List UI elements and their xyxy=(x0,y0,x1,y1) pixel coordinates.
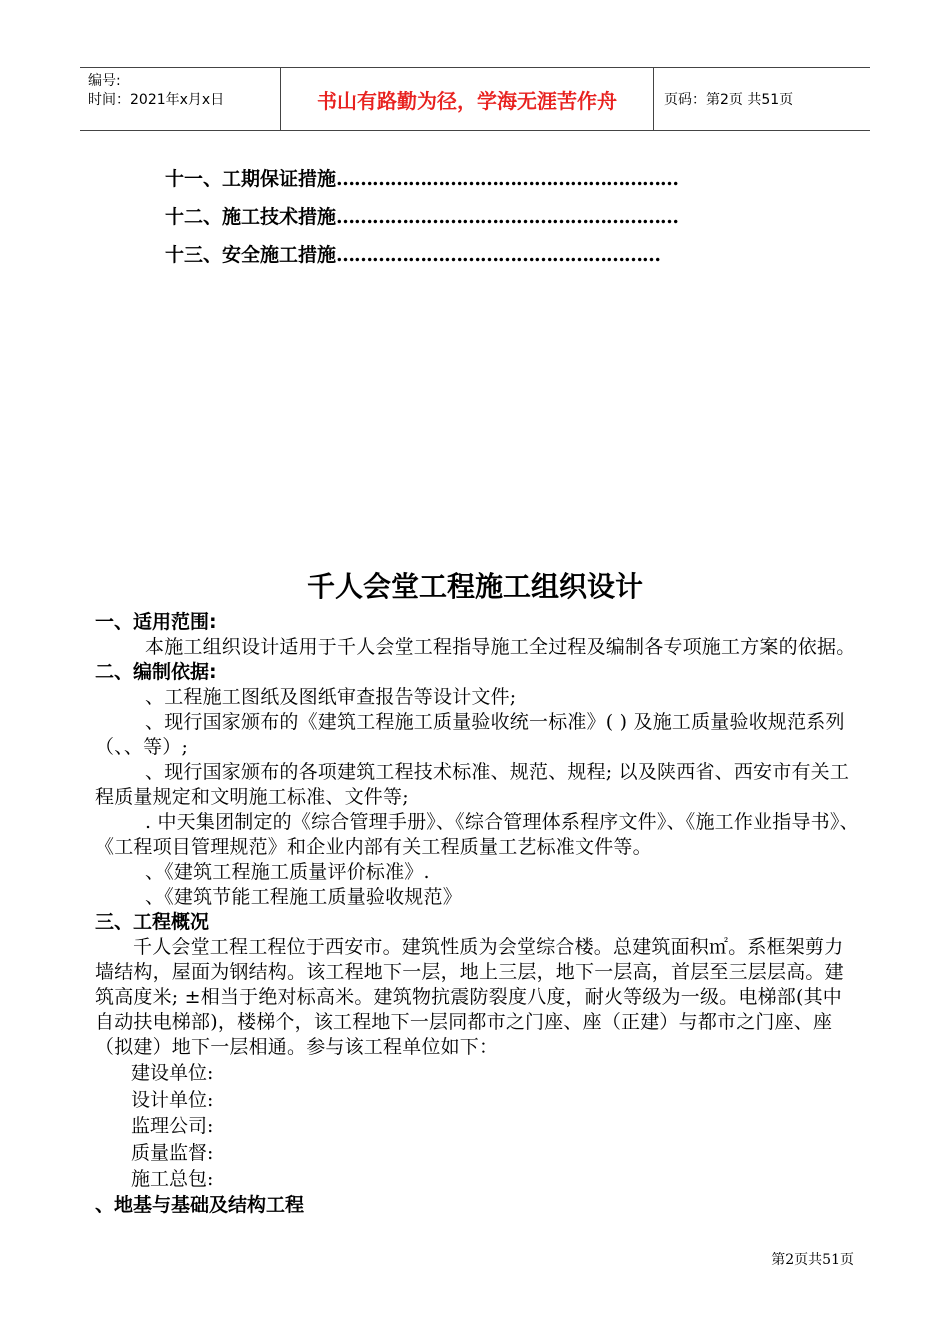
list-item: 、《建筑工程施工质量评价标准》. xyxy=(145,861,430,883)
header-motto: 书山有路勤为径，学海无涯苦作舟 xyxy=(281,68,654,130)
paragraph: 本施工组织设计适用于千人会堂工程指导施工全过程及编制各专项施工方案的依据。 xyxy=(145,636,856,658)
paragraph: 千人会堂工程工程位于西安市。建筑性质为会堂综合楼。总建筑面积㎡。系框架剪力墙结构，屋面为钢结构。该工程地下一层，地上三层，地下一层高，首层至三层层高。建筑高度米; ±相当于绝对标高米。建筑物抗震防裂度八度，耐火等级为一级。电梯部(其中自动扶电梯部)，楼梯个，该工程地下一层同都市之门座、座（正建）与都市之门座、座（拟建）地下一层相通。参与该工程单位如下： xyxy=(95,936,844,1058)
section-heading: 、地基与基础及结构工程 xyxy=(95,1193,305,1216)
toc-label: 十三、安全施工措施 xyxy=(165,244,337,266)
section-heading: 一、适用范围: xyxy=(95,611,217,633)
date-label: 时间：2021年x月x日 xyxy=(88,92,225,108)
toc-item xyxy=(165,160,678,198)
toc-label: 十二、施工技术措施 xyxy=(165,206,337,228)
header-page-label: 页码：第2页 共51页 xyxy=(664,92,794,108)
toc-leader: ………………………………………………… xyxy=(336,168,679,190)
list-item: 、工程施工图纸及图纸审查报告等设计文件; xyxy=(145,686,517,708)
page-footer: 第2页共51页 xyxy=(771,1252,854,1268)
section-heading: 二、编制依据: xyxy=(95,661,217,683)
list-item: 、现行国家颁布的《建筑工程施工质量验收统一标准》( ) 及施工质量验收规范系列（、、等）; xyxy=(95,711,845,758)
list-item: 、现行国家颁布的各项建筑工程技术标准、规范、规程; 以及陕西省、西安市有关工程质量规定和文明施工标准、文件等; xyxy=(95,761,850,808)
toc-item xyxy=(165,236,678,274)
toc-leader: ……………………………………………… xyxy=(336,244,661,266)
unit-line: 监理公司: xyxy=(131,1115,214,1137)
unit-line: 施工总包: xyxy=(131,1168,214,1190)
code-label: 编号: xyxy=(88,73,121,89)
document-title: 千人会堂工程施工组织设计 xyxy=(306,570,643,603)
section-heading: 三、工程概况 xyxy=(95,911,210,933)
unit-line: 设计单位: xyxy=(131,1088,214,1111)
unit-line: 质量监督: xyxy=(131,1141,214,1164)
document-body xyxy=(95,610,860,1218)
toc-item xyxy=(165,198,678,236)
table-of-contents xyxy=(165,160,678,274)
list-item: . 中天集团制定的《综合管理手册》、《综合管理体系程序文件》、《施工作业指导书》、《工程项目管理规范》和企业内部有关工程质量工艺标准文件等。 xyxy=(95,811,859,858)
toc-leader: ………………………………………………… xyxy=(336,206,679,228)
page-header xyxy=(80,67,870,131)
header-meta xyxy=(80,68,281,130)
toc-label: 十一、工期保证措施 xyxy=(165,168,337,190)
list-item: 、《建筑节能工程施工质量验收规范》 xyxy=(145,886,462,908)
unit-line: 建设单位: xyxy=(131,1062,214,1084)
